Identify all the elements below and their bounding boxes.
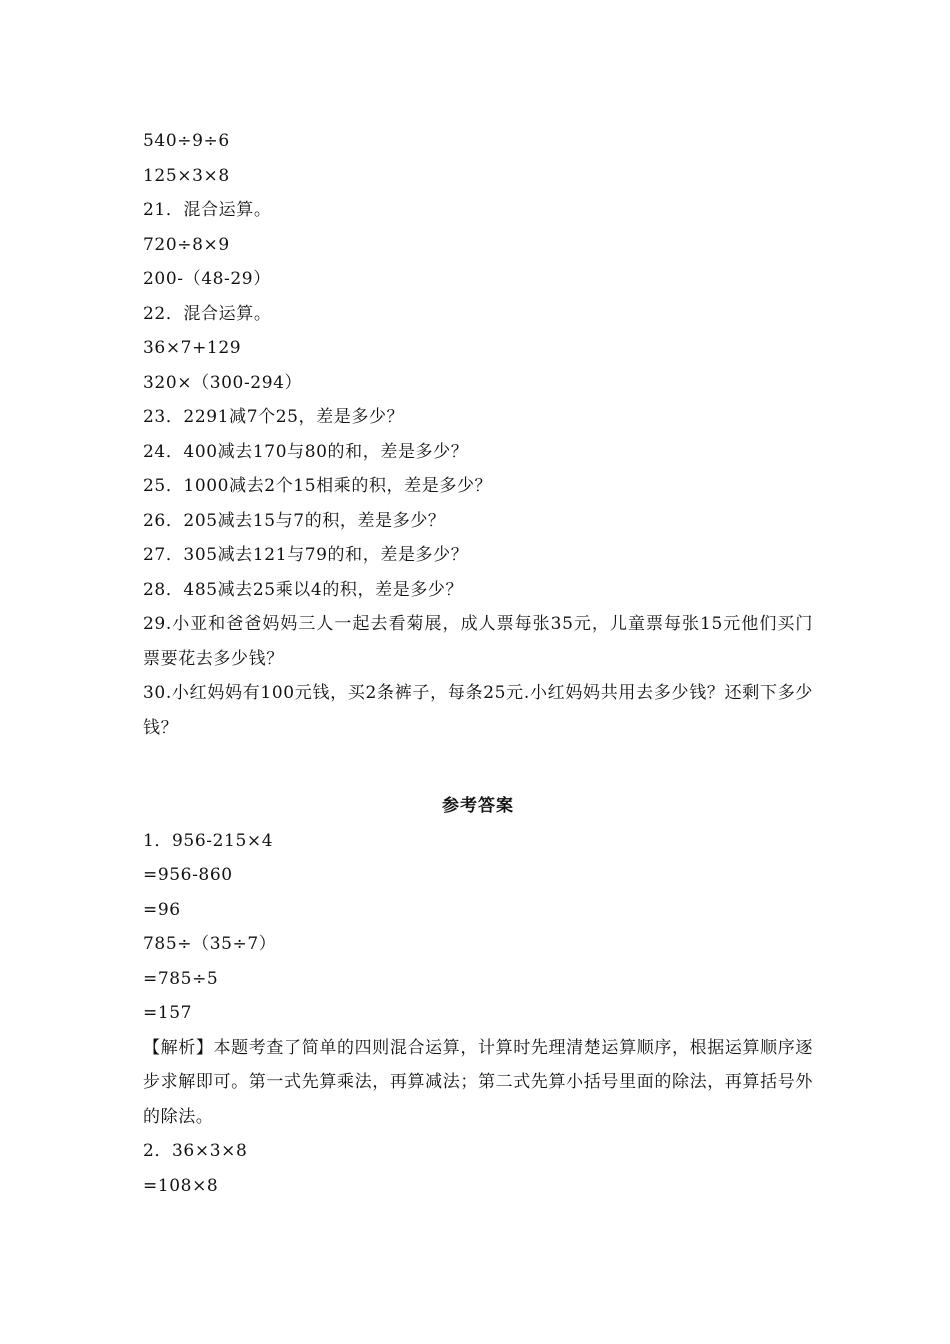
- question-line: 36×7+129: [143, 338, 242, 358]
- question-line: 28．485减去25乘以4的积，差是多少？: [143, 579, 464, 600]
- question-line: 200-（48-29）: [143, 269, 271, 289]
- answer-line: =157: [143, 1003, 193, 1023]
- question-line: 21．混合运算。: [143, 200, 272, 220]
- question-line: 125×3×8: [143, 165, 230, 186]
- question-line: 23．2291减7个25，差是多少？: [143, 407, 405, 427]
- question-30: 30.小红妈妈有100元钱，买2条裤子，每条25元.小红妈妈共用去多少钱？还剩下多少钱？: [143, 683, 813, 738]
- analysis-paragraph: 【解析】本题考查了简单的四则混合运算，计算时先理清楚运算顺序，根据运算顺序逐步求解即可。第一式先算乘法，再算减法；第二式先算小括号里面的除法，再算括号外的除法。: [143, 1037, 813, 1127]
- question-line: 24．400减去170与80的和，差是多少？: [143, 441, 469, 462]
- question-line: 540÷9÷6: [143, 131, 230, 151]
- section-spacer: [143, 745, 813, 789]
- document-content: [143, 124, 813, 1203]
- answers-title: 参考答案: [442, 796, 514, 816]
- question-line: 27．305减去121与79的和，差是多少？: [143, 545, 469, 565]
- answer-line: =785÷5: [143, 968, 219, 989]
- question-line: 720÷8×9: [143, 234, 230, 255]
- answer-line: 2．36×3×8: [143, 1141, 248, 1161]
- answer-line: 1．956-215×4: [143, 830, 274, 851]
- answer-line: =96: [143, 899, 181, 920]
- question-line: 26．205减去15与7的积，差是多少？: [143, 510, 446, 531]
- question-line: 320×（300-294）: [143, 372, 303, 393]
- question-line: 22．混合运算。: [143, 303, 272, 324]
- answer-line: 785÷（35÷7）: [143, 934, 277, 954]
- answer-line: =108×8: [143, 1175, 219, 1196]
- question-line: 25．1000减去2个15相乘的积，差是多少？: [143, 476, 493, 496]
- question-29: 29.小亚和爸爸妈妈三人一起去看菊展，成人票每张35元，儿童票每张15元他们买门票要花去多少钱？: [143, 614, 813, 669]
- answer-line: =956-860: [143, 865, 233, 885]
